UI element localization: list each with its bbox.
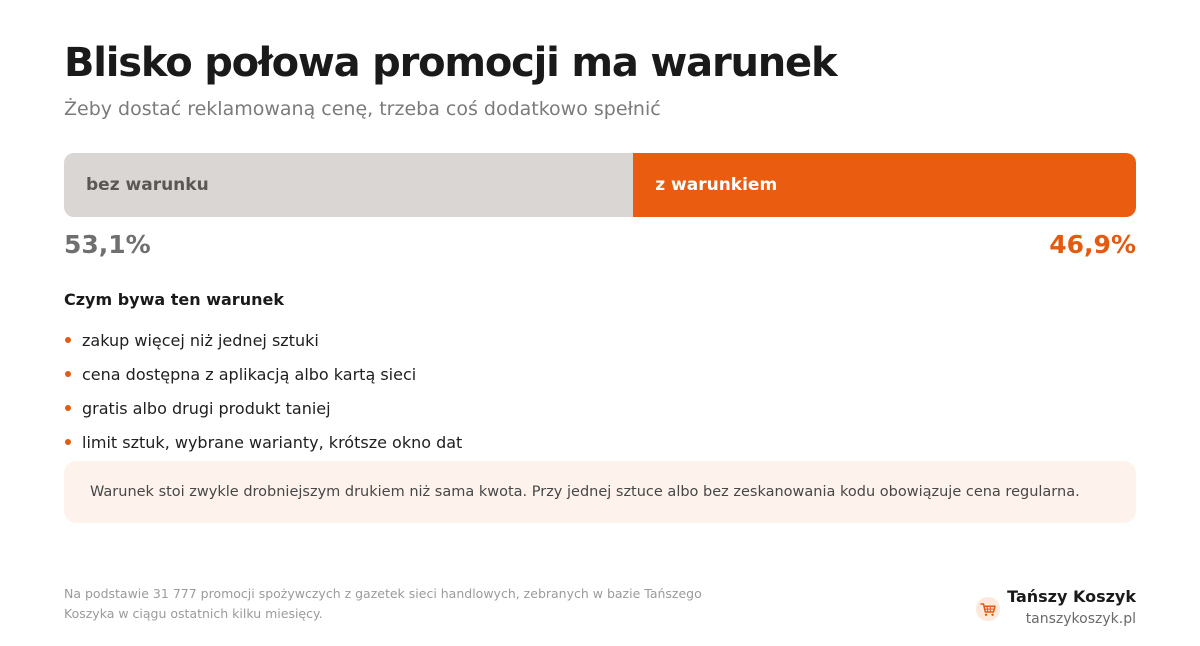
segment-label-z-warunkiem: z warunkiem (655, 175, 778, 195)
stacked-bar (64, 153, 1136, 217)
page-subtitle: Żeby dostać reklamowaną cenę, trzeba coś dodatkowo spełnić (64, 98, 661, 120)
note-box (64, 461, 1136, 523)
list-item-text: gratis albo drugi produkt taniej (82, 398, 331, 418)
brand-name: Tańszy Koszyk (1007, 587, 1136, 606)
value-label-z-warunkiem: 46,9% (1049, 230, 1136, 259)
bar-segment-z-warunkiem (633, 153, 1136, 217)
source-footnote: Na podstawie 31 777 promocji spożywczych z gazetek sieci handlowych, zebranych w bazie Tańszego Koszyka w ciągu ostatnich kilku miesięcy. (64, 586, 702, 621)
conditions-list (64, 323, 462, 459)
value-label-bez-warunku: 53,1% (64, 230, 151, 259)
note-text: Warunek stoi zwykle drobniejszym drukiem niż sama kwota. Przy jednej sztuce albo bez zeskanowania kodu obowiązuje cena regularna. (90, 484, 1080, 500)
list-item-text: cena dostępna z aplikacją albo kartą sieci (82, 364, 417, 384)
bullet-icon (65, 337, 71, 343)
bullet-icon (65, 439, 71, 445)
infographic (64, 0, 1136, 646)
bullet-icon (65, 405, 71, 411)
list-item-text: zakup więcej niż jednej sztuki (82, 330, 319, 350)
list-item (64, 357, 462, 391)
list-item (64, 323, 462, 357)
bar-segment-bez-warunku (64, 153, 633, 217)
segment-label-bez-warunku: bez warunku (86, 175, 209, 195)
list-item-text: limit sztuk, wybrane warianty, krótsze okno dat (82, 432, 463, 452)
shopping-cart-icon (976, 597, 1000, 621)
conditions-heading: Czym bywa ten warunek (64, 290, 284, 309)
page-title: Blisko połowa promocji ma warunek (64, 40, 837, 86)
list-item (64, 425, 462, 459)
bullet-icon (65, 371, 71, 377)
brand-url: tanszykoszyk.pl (1025, 611, 1136, 627)
list-item (64, 391, 462, 425)
brand (976, 587, 1136, 631)
